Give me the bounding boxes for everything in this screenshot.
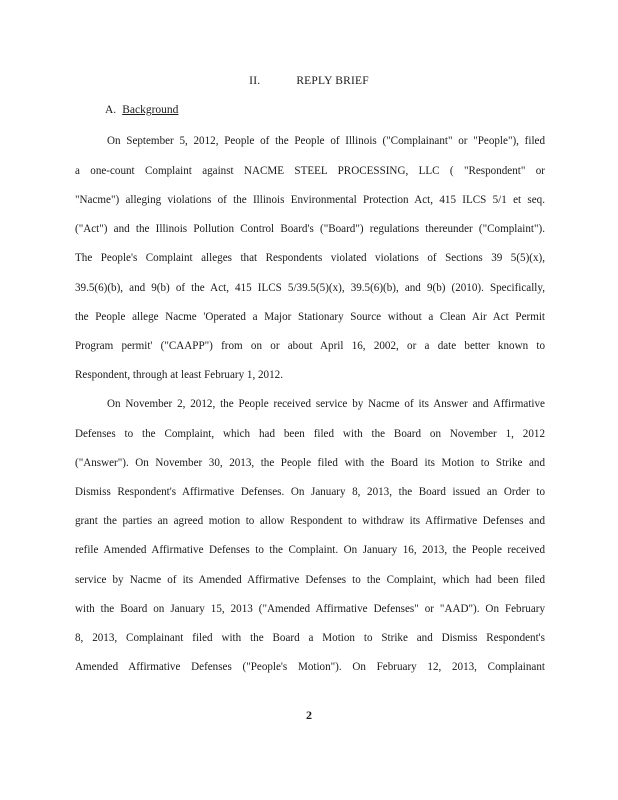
body-line: ("Answer"). On November 30, 2013, the People filed with the Board its Motion to Strike and: [75, 457, 545, 469]
body-line: ("Act") and the Illinois Pollution Control Board's ("Board") regulations thereunder ("Complaint").: [75, 223, 545, 235]
subsection-heading: [105, 104, 178, 116]
body-line: The People's Complaint alleges that Respondents violated violations of Sections 39 5(5)(x),: [75, 252, 545, 264]
body-line: grant the parties an agreed motion to allow Respondent to withdraw its Affirmative Defenses and: [75, 515, 545, 527]
body-line: Defenses to the Complaint, which had been filed with the Board on November 1, 2012: [75, 428, 545, 440]
body-line: "Nacme") alleging violations of the Illinois Environmental Protection Act, 415 ILCS 5/1 et seq.: [75, 194, 545, 206]
body-line: Dismiss Respondent's Affirmative Defenses. On January 8, 2013, the Board issued an Order to: [75, 486, 545, 498]
body-line: the People allege Nacme 'Operated a Major Stationary Source without a Clean Air Act Permit: [75, 311, 545, 323]
body-line: On September 5, 2012, People of the People of Illinois ("Complainant" or "People"), filed: [107, 135, 545, 147]
body-line: 39.5(6)(b), and 9(b) of the Act, 415 ILCS 5/39.5(5)(x), 39.5(6)(b), and 9(b) (2010). Specifically,: [75, 282, 545, 294]
body-line: a one-count Complaint against NACME STEEL PROCESSING, LLC ( "Respondent" or: [75, 165, 545, 177]
subsection-title: Background: [122, 104, 179, 116]
subsection-letter: A.: [105, 104, 117, 116]
body-line: Amended Affirmative Defenses ("People's Motion"). On February 12, 2013, Complainant: [75, 661, 545, 673]
section-heading: [0, 75, 618, 87]
section-number: II.: [249, 75, 261, 87]
section-title: REPLY BRIEF: [296, 75, 369, 87]
body-line: refile Amended Affirmative Defenses to the Complaint. On January 16, 2013, the People received: [75, 544, 545, 556]
page-number: 2: [306, 708, 312, 722]
body-line: service by Nacme of its Amended Affirmative Defenses to the Complaint, which had been filed: [75, 574, 545, 586]
body-line: with the Board on January 15, 2013 ("Amended Affirmative Defenses" or "AAD"). On February: [75, 603, 545, 615]
body-line: 8, 2013, Complainant filed with the Board a Motion to Strike and Dismiss Respondent's: [75, 632, 545, 644]
body-line: Program permit' ("CAAPP") from on or about April 16, 2002, or a date better known to: [75, 340, 545, 352]
body-line: On November 2, 2012, the People received service by Nacme of its Answer and Affirmative: [107, 398, 545, 410]
body-line: Respondent, through at least February 1, 2012.: [75, 369, 283, 381]
